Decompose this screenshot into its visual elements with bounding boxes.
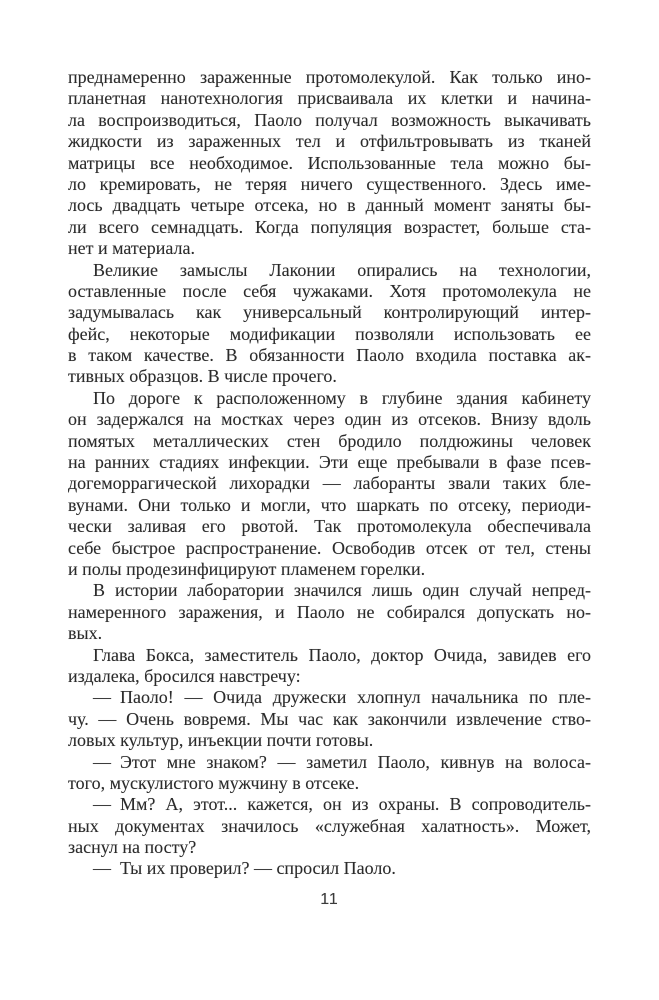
text-line: — Мм? А, этот... кажется, он из охраны. В сопроводитель- xyxy=(93,794,591,815)
paragraph xyxy=(68,388,591,581)
text-line: матрицы все необходимое. Использованные тела можно бы- xyxy=(68,152,591,173)
text-line: себе быстрое распространение. Освободив отсек от тел, стены xyxy=(68,537,591,558)
text-line: догеморрагической лихорадки — лаборанты звали таких бле- xyxy=(68,473,591,494)
text-line: заснул на посту? xyxy=(68,837,197,858)
text-line: помятых металлических стен бродило полдюжины человек xyxy=(68,430,591,451)
text-line: ли всего семнадцать. Когда популяция возрастет, больше ста- xyxy=(68,216,591,237)
text-line: чу. — Очень вовремя. Мы час как закончили извлечение ство- xyxy=(68,708,591,729)
text-line: нет и материала. xyxy=(68,238,196,259)
text-line: фейс, некоторые модификации позволяли использовать ее xyxy=(68,323,591,344)
text-line: на ранних стадиях инфекции. Эти еще пребывали в фазе псев- xyxy=(68,452,591,473)
text-line: он задержался на мостках через один из отсеков. Внизу вдоль xyxy=(68,409,591,430)
text-line: Глава Бокса, заместитель Паоло, доктор Очида, завидев его xyxy=(93,644,591,665)
text-line: в таком качестве. В обязанности Паоло входила поставка ак- xyxy=(68,345,591,366)
text-line: — Этот мне знаком? — заметил Паоло, кивнув на волоса- xyxy=(93,751,591,772)
text-line: тивных образцов. В числе прочего. xyxy=(68,366,337,387)
text-line: чески заливая его рвотой. Так протомолекула обеспечивала xyxy=(68,516,591,537)
text-line: — Паоло! — Очида дружески хлопнул начальника по пле- xyxy=(93,687,591,708)
text-line: ла воспроизводиться, Паоло получал возможность выкачивать xyxy=(68,109,591,130)
paragraph xyxy=(68,67,591,260)
text-line: задумывалась как универсальный контролирующий интер- xyxy=(68,302,591,323)
text-line: планетная нанотехнология присваивала их клетки и начина- xyxy=(68,88,591,109)
text-line: издалека, бросился навстречу: xyxy=(68,665,301,686)
text-line: Великие замыслы Лаконии опирались на технологии, xyxy=(93,259,591,280)
paragraph xyxy=(68,260,591,388)
text-line: преднамеренно зараженные протомолекулой. Как только ино- xyxy=(68,67,591,87)
paragraph xyxy=(68,645,591,688)
text-line: лось двадцать четыре отсека, но в данный момент заняты бы- xyxy=(68,195,591,216)
paragraph xyxy=(68,794,591,858)
paragraph xyxy=(68,580,591,644)
page-text xyxy=(68,67,591,880)
text-line: вых. xyxy=(68,623,103,644)
text-line: и полы продезинфицируют пламенем горелки. xyxy=(68,558,426,579)
text-line: оставленные после себя чужаками. Хотя протомолекула не xyxy=(68,280,591,301)
text-line: намеренного заражения, и Паоло не собирался допускать но- xyxy=(68,601,591,622)
text-line: ных документах значилось «служебная халатность». Может, xyxy=(68,815,591,836)
text-line: В истории лаборатории значился лишь один случай непред- xyxy=(93,580,591,601)
paragraph xyxy=(68,752,591,795)
paragraph xyxy=(68,687,591,751)
page-number: 11 xyxy=(320,891,339,908)
text-line: ловых культур, инъекции почти готовы. xyxy=(68,730,374,751)
text-line: жидкости из зараженных тел и отфильтровывать из тканей xyxy=(68,131,591,152)
text-line: — Ты их проверил? — спросил Паоло. xyxy=(93,858,396,879)
text-line: По дороге к расположенному в глубине здания кабинету xyxy=(93,387,591,408)
paragraph xyxy=(68,858,591,879)
text-line: ло кремировать, не теряя ничего существенного. Здесь име- xyxy=(68,173,591,194)
text-line: того, мускулистого мужчину в отсеке. xyxy=(68,772,360,793)
text-line: вунами. Они только и могли, что шаркать по отсеку, периоди- xyxy=(68,494,591,515)
